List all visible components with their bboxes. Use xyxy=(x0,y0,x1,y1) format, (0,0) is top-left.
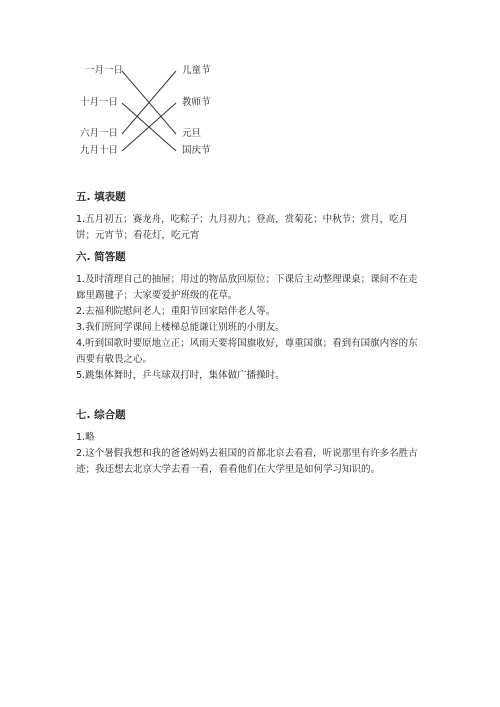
answer-line: 1.五月初五；赛龙舟，吃粽子；九月初九；登高，赏菊花；中秋节；赏月，吃月饼；元宵节；看花灯，吃元宵 xyxy=(76,214,409,241)
section-body xyxy=(76,212,426,244)
section-comprehensive xyxy=(76,408,426,478)
section-title: 六. 简答题 xyxy=(76,251,126,263)
answer-line: 3.我们班同学课间上楼梯总能谦让别班的小朋友。 xyxy=(76,322,285,333)
left-item-2: 十月一日 xyxy=(80,97,119,108)
answer-line: 1.及时清理自己的抽屉；用过的物品放回原位；下课后主动整理课桌；课间不在走廊里踢毽子；大家要爱护班级的花草。 xyxy=(76,274,418,301)
section-fill-table xyxy=(76,190,426,244)
matching-lines xyxy=(0,0,500,170)
answer-line: 5.跳集体舞时，乒乓球双打时，集体做广播操时。 xyxy=(76,370,285,381)
answer-line: 1.略 xyxy=(76,432,95,443)
section-body xyxy=(76,272,426,384)
answer-line: 2.去福利院慰问老人；重阳节回家陪伴老人等。 xyxy=(76,306,276,317)
left-item-3: 六月一日 xyxy=(80,128,119,139)
section-body xyxy=(76,430,426,478)
right-item-3: 元旦 xyxy=(182,128,202,139)
right-item-4: 国庆节 xyxy=(182,145,211,156)
matching-exercise xyxy=(0,0,500,170)
answer-line: 2.这个暑假我想和我的爸爸妈妈去祖国的首都北京去看看，听说那里有许多名胜古迹；我还想去北京大学去看一看，看看他们在大学里是如何学习知识的。 xyxy=(76,448,418,475)
right-item-2: 教师节 xyxy=(182,97,211,108)
answer-line: 4.听到国歌时要原地立正；风雨天要将国旗收好，尊重国旗；看到有国旗内容的东西要有敬畏之心。 xyxy=(76,338,418,365)
section-title: 五. 填表题 xyxy=(76,191,126,203)
left-item-4: 九月十日 xyxy=(80,145,119,156)
right-item-1: 儿童节 xyxy=(182,65,211,76)
section-title: 七. 综合题 xyxy=(76,409,126,421)
section-short-answer xyxy=(76,250,426,384)
left-item-1: 一月一日 xyxy=(85,65,124,76)
